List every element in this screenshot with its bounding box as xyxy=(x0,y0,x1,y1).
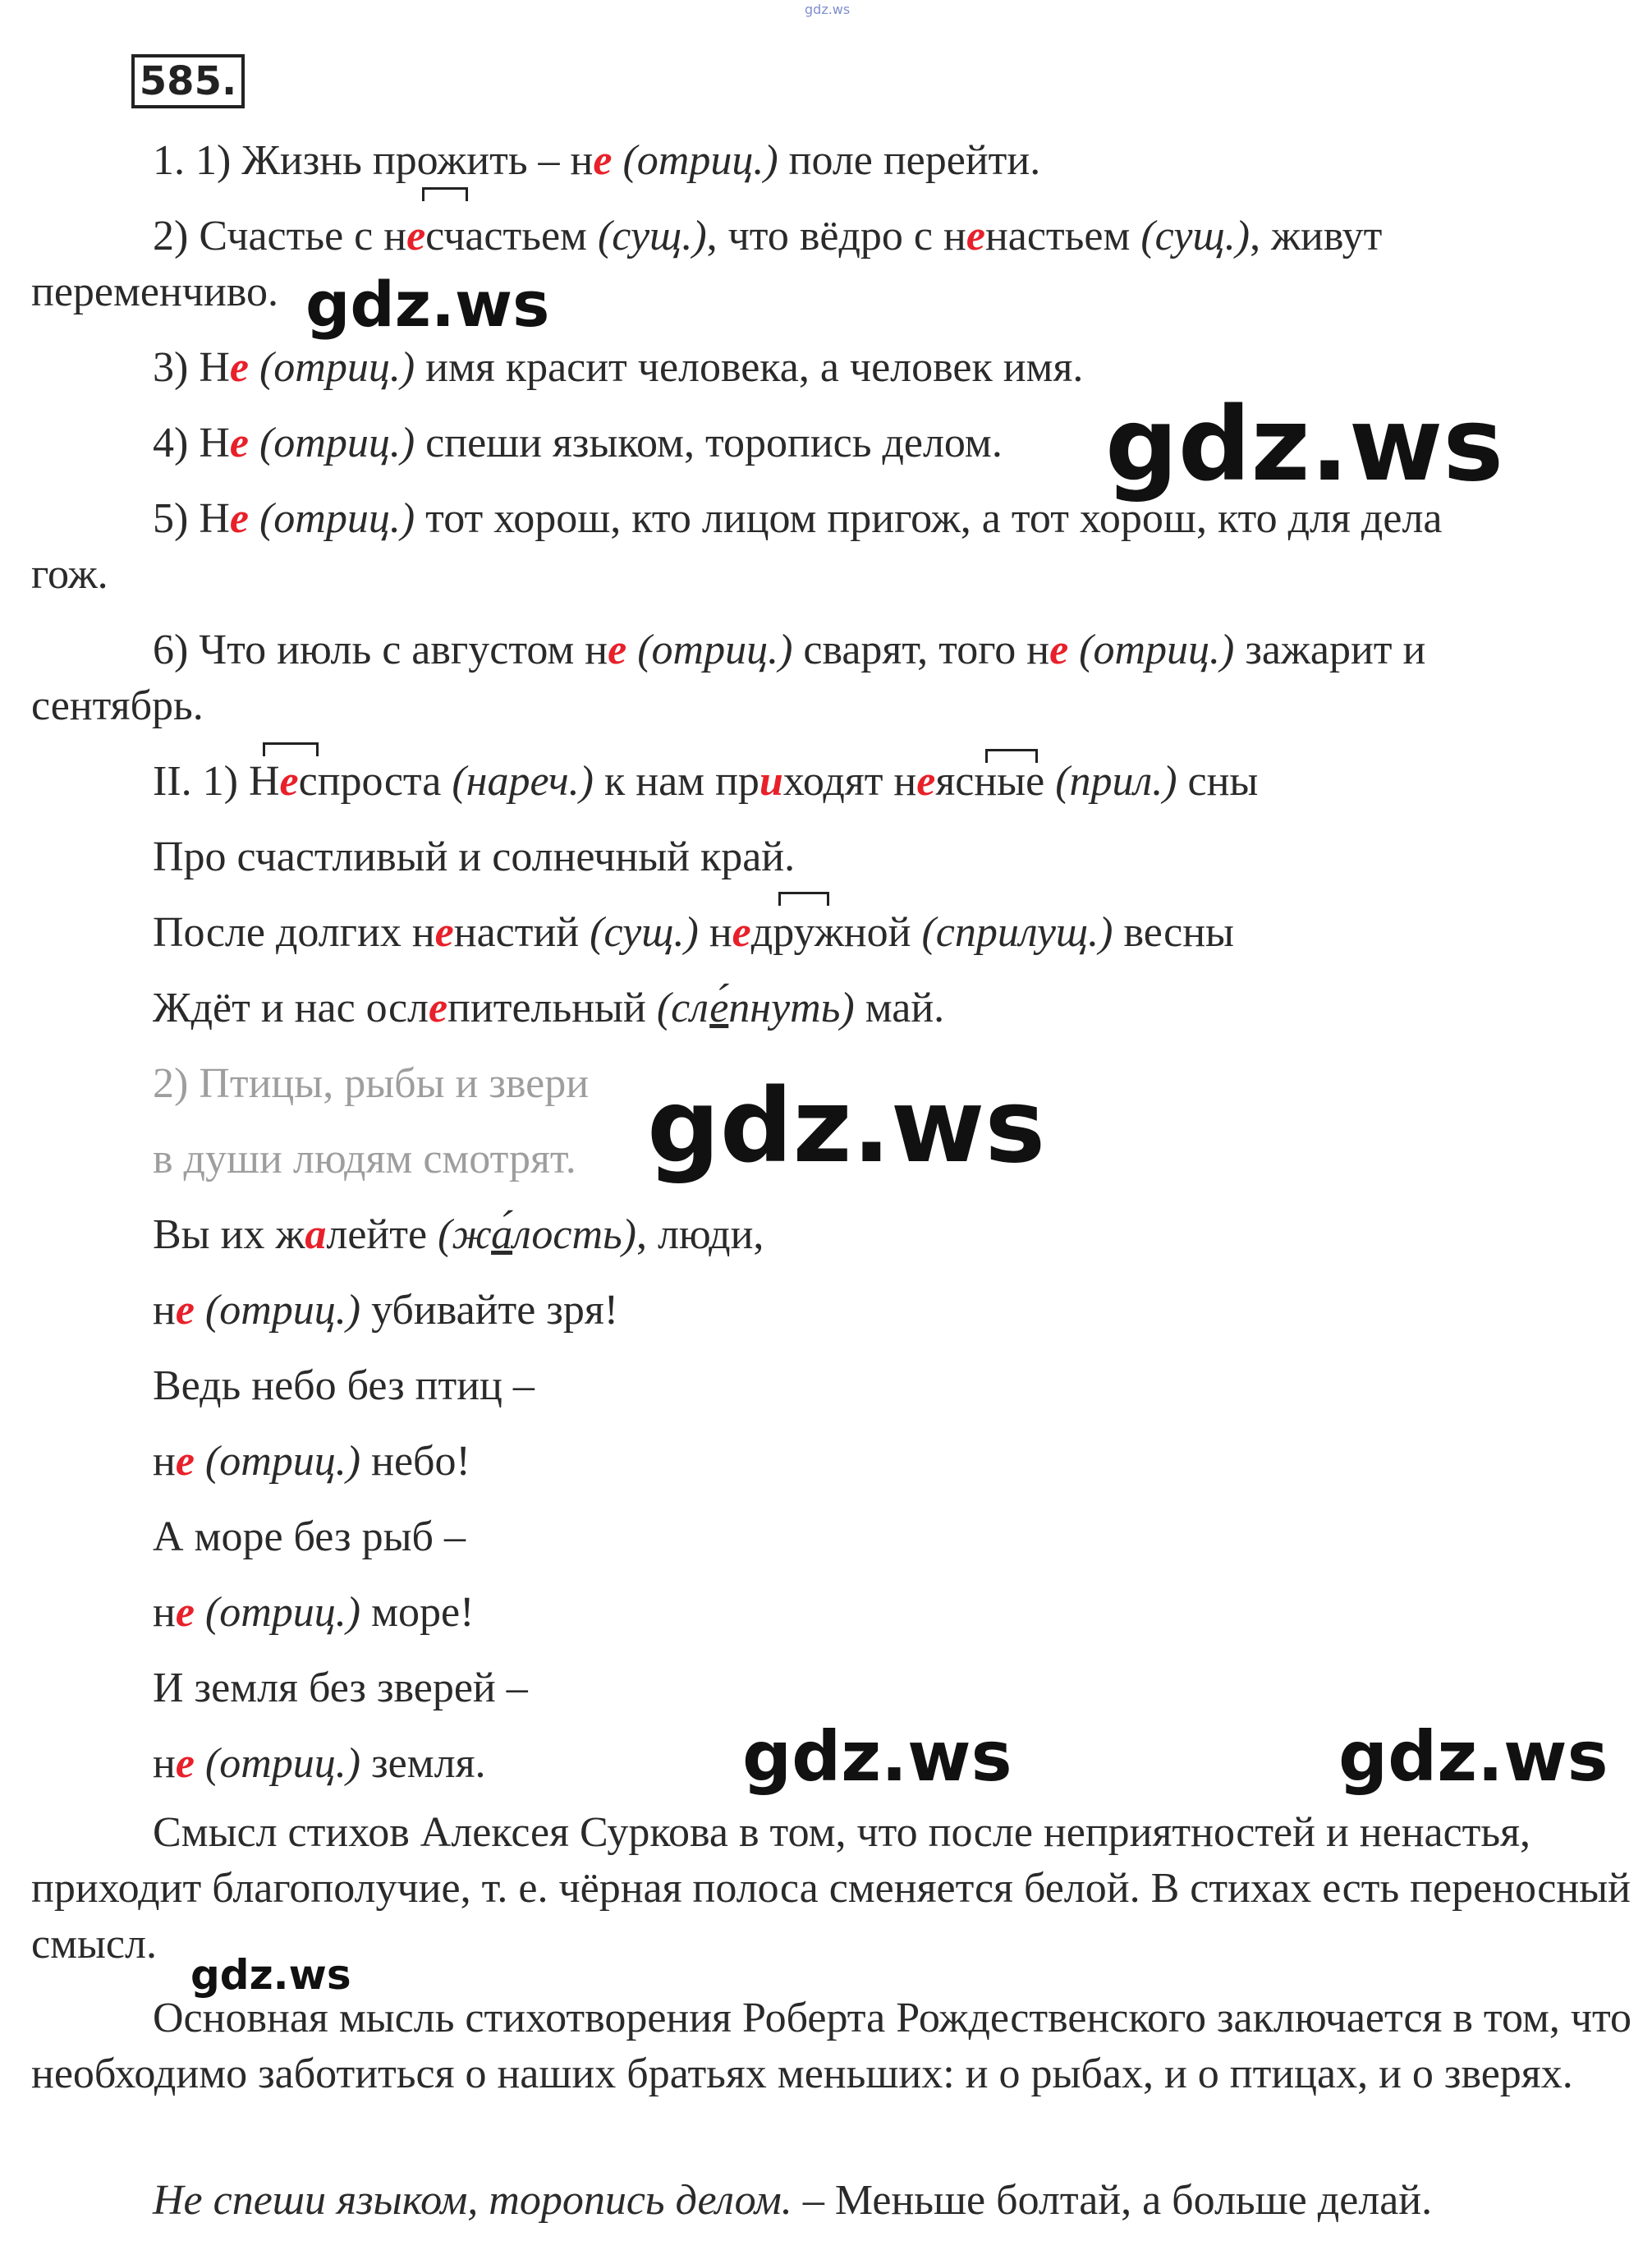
poem2-line-5: Ведь небо без птиц – xyxy=(153,1362,535,1409)
prefix-mark xyxy=(263,742,319,756)
watermark: gdz.ws xyxy=(1105,386,1504,504)
poem2-line-3: Вы их жалейте (жа́лость), люди, xyxy=(153,1211,764,1258)
watermark: gdz.ws xyxy=(190,1951,351,1999)
poem2-line-4: не (отриц.) убивайте зря! xyxy=(153,1287,619,1334)
analysis-paragraph-1: Смысл стихов Алексея Суркова в том, что после неприятностей и ненастья, приходит благополучие, т. е. чёрная полоса сменяется белой. В стихах есть переносный смысл. xyxy=(31,1809,1631,1968)
poem2-line-7: А море без рыб – xyxy=(153,1513,466,1560)
poem1-line-4: Ждёт и нас ослепительный (сле́пнуть) май. xyxy=(153,985,945,1031)
proverb-5-cont: гож. xyxy=(31,551,108,598)
prefix-mark xyxy=(778,892,829,906)
proverb-1: 1. 1) Жизнь прожить – не (отриц.) поле перейти. xyxy=(153,137,1041,184)
watermark: gdz.ws xyxy=(1338,1716,1608,1797)
proverb-5: 5) Не (отриц.) тот хорош, кто лицом пригож, а тот хорош, кто для дела xyxy=(153,495,1443,542)
watermark: gdz.ws xyxy=(647,1068,1046,1186)
poem2-line-8: не (отриц.) море! xyxy=(153,1589,475,1636)
watermark: gdz.ws xyxy=(305,268,550,341)
poem1-line-3: После долгих ненастий (сущ.) недружной (сприлущ.) весны xyxy=(153,909,1234,956)
analysis-paragraph-3: Не спеши языком, торопись делом. – Меньше болтай, а больше делай. xyxy=(153,2177,1433,2224)
proverb-4: 4) Не (отриц.) спеши языком, торопись делом. xyxy=(153,420,1003,466)
proverb-6-cont: сентябрь. xyxy=(31,682,204,729)
proverb-2-cont: переменчиво. xyxy=(31,269,278,315)
poem2-line-1: 2) Птицы, рыбы и звери xyxy=(153,1060,590,1107)
analysis-paragraph-2: Основная мысль стихотворения Роберта Рождественского заключается в том, что необходимо заботиться о наших братьях меньших: и о рыбах, и о птицах, и о зверях. xyxy=(31,1995,1632,2097)
proverb-2: 2) Счастье с несчастьем (сущ.), что вёдро с ненастьем (сущ.), живут xyxy=(153,213,1383,259)
prefix-mark xyxy=(422,187,468,201)
proverb-3: 3) Не (отриц.) имя красит человека, а человек имя. xyxy=(153,344,1084,391)
poem1-line-2: Про счастливый и солнечный край. xyxy=(153,833,796,880)
exercise-number: 585. xyxy=(131,54,245,108)
poem2-line-2: в души людям смотрят. xyxy=(153,1136,576,1182)
watermark: gdz.ws xyxy=(742,1716,1012,1797)
poem2-line-6: не (отриц.) небо! xyxy=(153,1438,470,1485)
poem1-line-1: II. 1) Неспроста (нареч.) к нам приходят неясные (прил.) сны xyxy=(153,758,1259,805)
site-tag: gdz.ws xyxy=(805,2,851,17)
proverb-6: 6) Что июль с августом не (отриц.) сварят, того не (отриц.) зажарит и xyxy=(153,627,1426,673)
poem2-line-10: не (отриц.) земля. xyxy=(153,1740,486,1787)
poem2-line-9: И земля без зверей – xyxy=(153,1665,528,1711)
